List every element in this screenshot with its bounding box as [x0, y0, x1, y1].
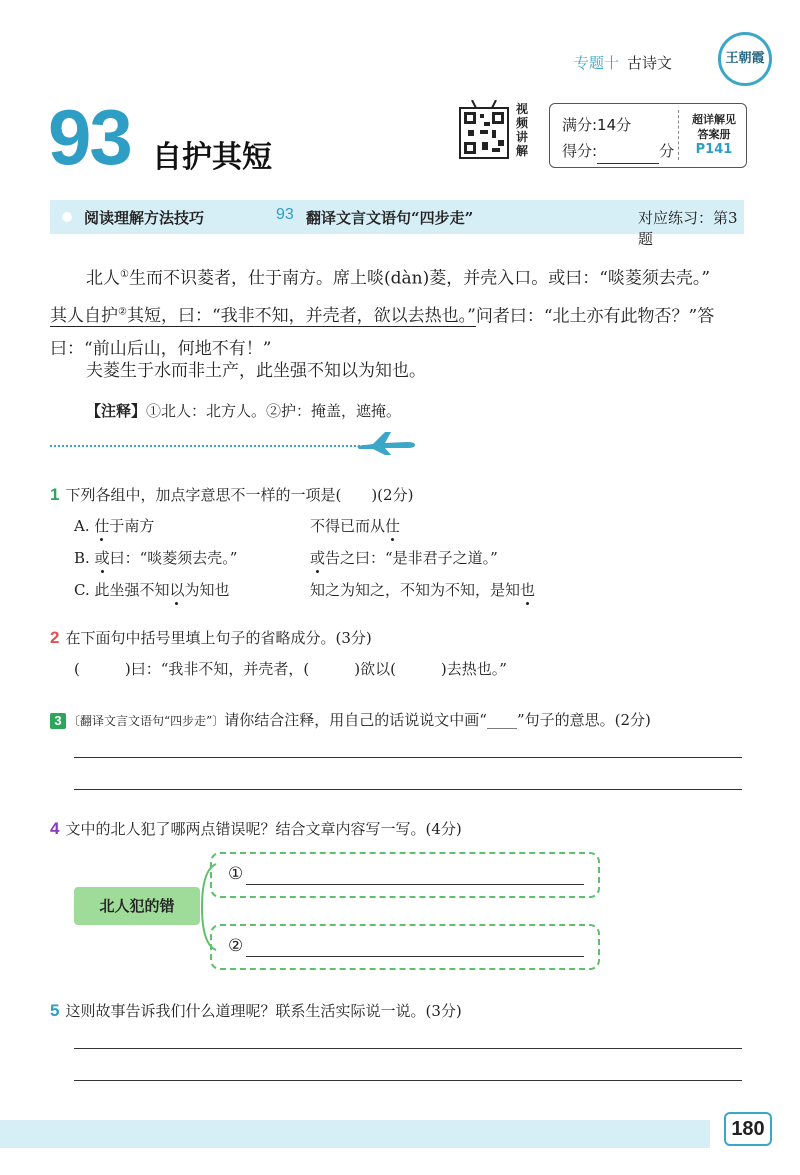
option-b-right: 或告之曰：“是非君子之道。”	[310, 549, 498, 567]
underlined-sentence: 其人自护②其短，曰：“我非不知，并壳者，欲以去热也。”	[50, 306, 476, 327]
q2-fill-sentence[interactable]: ( )曰：“我非不知，并壳者，( )欲以( )去热也。”	[74, 660, 507, 678]
video-label: 视频讲解	[516, 102, 529, 158]
question-1	[50, 484, 413, 505]
score-blank[interactable]	[597, 149, 659, 164]
method-banner	[50, 200, 744, 248]
answer-line[interactable]	[74, 757, 742, 758]
question-2	[50, 627, 372, 648]
bullet-icon	[62, 212, 72, 222]
error-label-box: 北人犯的错	[74, 887, 200, 925]
method-tag: 〔翻译文言文语句“四步走”〕	[68, 714, 225, 728]
score-divider	[678, 110, 679, 160]
topic-name: 古诗文	[627, 55, 673, 72]
footer-bar	[0, 1120, 710, 1148]
question-number: 3	[50, 713, 66, 729]
passage-notes	[50, 395, 750, 428]
banner-label: 阅读理解方法技巧	[84, 209, 205, 227]
full-score: 满分:14分	[562, 116, 632, 134]
note-text: ①北人：北方人。②护：掩盖，遮掩。	[146, 402, 402, 420]
question-text: 在下面句中括号里填上句子的省略成分。(3分)	[65, 629, 372, 647]
answer-line[interactable]	[74, 789, 742, 790]
answer-line[interactable]	[74, 1048, 742, 1049]
score-field[interactable]: 得分: 分	[562, 138, 674, 164]
banner-topic: 翻译文言文语句“四步走”	[306, 209, 474, 227]
page-number: 180	[724, 1112, 772, 1146]
score-box	[549, 103, 747, 168]
answer-page: P141	[695, 142, 733, 157]
answer-line[interactable]	[74, 1080, 742, 1081]
answer-line[interactable]	[246, 884, 584, 885]
question-number: 4	[50, 819, 60, 838]
section-divider	[50, 445, 372, 447]
error-box-1: ①	[210, 852, 600, 898]
option-c-left[interactable]: C. 此坐强不知以为知也	[74, 581, 230, 599]
error-box-2: ②	[210, 924, 600, 970]
question-text: 文中的北人犯了哪两点错误呢？结合文章内容写一写。(4分)	[65, 820, 462, 838]
airplane-icon	[355, 430, 417, 456]
lesson-number: 93	[48, 93, 131, 181]
question-text: 请你结合注释，用自己的话说说文中画“____”句子的意思。(2分)	[224, 711, 651, 729]
question-4	[50, 818, 462, 839]
passage-paragraph-1: 北人①生而不识菱者，仕于南方。席上啖(dàn)菱，并壳入口。或曰：“啖菱须去壳。” 其人自护②其短，曰：“我非不知，并壳者，欲以去热也。”问者曰：“北土亦有此物否？”答曰：“前山后山，何地不有！”	[50, 268, 715, 360]
option-a-left[interactable]: A. 仕于南方	[74, 517, 155, 535]
option-b-left[interactable]: B. 或曰：“啖菱须去壳。”	[74, 549, 238, 567]
banner-number: 93	[276, 206, 294, 223]
topic-number: 专题十	[574, 55, 620, 72]
option-c-right: 知之为知之，不知为不知，是知也	[310, 581, 536, 599]
question-text: 这则故事告诉我们什么道理呢？联系生活实际说一说。(3分)	[65, 1002, 462, 1020]
note-label: 【注释】	[86, 402, 147, 420]
topic-label	[574, 52, 672, 73]
qr-code-icon[interactable]	[458, 100, 510, 160]
passage-paragraph-2: 夫菱生于水而非土产，此坐强不知以为知也。	[86, 361, 426, 381]
question-number: 5	[50, 1001, 60, 1020]
question-number: 2	[50, 628, 60, 647]
lesson-title: 自护其短	[152, 140, 272, 175]
answer-line[interactable]	[246, 956, 584, 957]
option-a-right: 不得已而从仕	[310, 517, 401, 535]
banner-practice: 对应练习：第3题	[638, 209, 738, 248]
brand-logo: 王朝霞	[718, 32, 772, 86]
answer-reference: 超详解见 答案册 P141	[684, 112, 744, 157]
question-number: 1	[50, 485, 60, 504]
question-text: 下列各组中，加点字意思不一样的一项是( )(2分)	[65, 486, 414, 504]
question-3	[50, 709, 651, 730]
question-5	[50, 1000, 462, 1021]
